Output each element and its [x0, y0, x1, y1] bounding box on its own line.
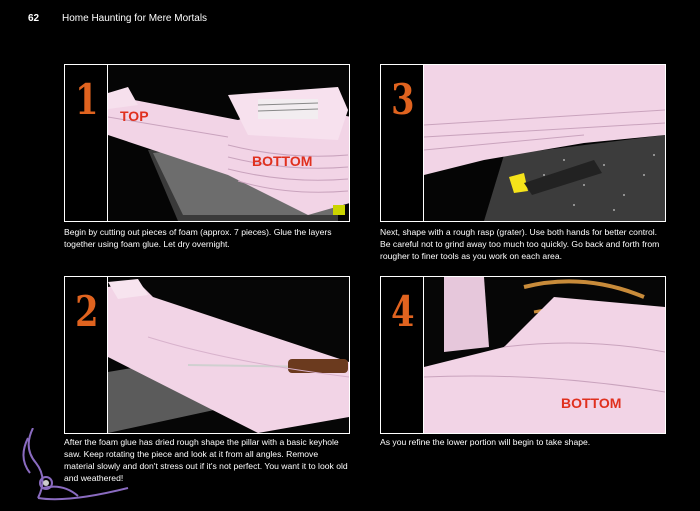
foam-layers-image [108, 65, 349, 221]
bottom-label-4: BOTTOM [561, 395, 622, 411]
step-1-number: 1 [75, 75, 97, 124]
step-1-photo [108, 65, 349, 221]
step-3-number: 3 [391, 75, 413, 124]
step-1-panel [64, 64, 350, 222]
step-3-number-column [381, 65, 424, 221]
step-2-number-column [65, 277, 108, 433]
top-label: TOP [120, 108, 149, 124]
step-4-caption: As you refine the lower portion will begin to take shape. [380, 437, 591, 447]
step-4-number-column [381, 277, 424, 433]
step-1-number-column [65, 65, 108, 221]
step-3-photo [424, 65, 665, 221]
keyhole-saw-image [108, 277, 349, 433]
step-3-panel [380, 64, 666, 222]
step-3-caption: Next, shape with a rough rasp (grater). Use both hands for better control. Be careful not to grind away too much too quickly. Go back and forth from rougher to finer tools as you work on each area. [380, 227, 660, 261]
corner-ornament-icon [18, 428, 133, 508]
rasp-shaping-image [424, 65, 665, 221]
bottom-label: BOTTOM [252, 153, 313, 169]
step-2-photo [108, 277, 349, 433]
step-4-number: 4 [391, 287, 413, 336]
step-4-panel [380, 276, 666, 434]
running-title: Home Haunting for Mere Mortals [62, 13, 208, 24]
step-4-photo [424, 277, 665, 433]
step-2-caption: After the foam glue has dried rough shape the pillar with a basic keyhole saw. Keep rotating the piece and look at it from all angles. Remove material slowly and don't stress out if it's not perfect. You want it to look old and weathered! [64, 437, 348, 483]
step-2-panel [64, 276, 350, 434]
page-header [0, 0, 700, 36]
page-number: 62 [28, 13, 40, 24]
refined-pillar-image [424, 277, 665, 433]
step-1-caption: Begin by cutting out pieces of foam (approx. 7 pieces). Glue the layers together using foam glue. Let dry overnight. [64, 227, 332, 249]
step-2-number: 2 [75, 287, 97, 336]
